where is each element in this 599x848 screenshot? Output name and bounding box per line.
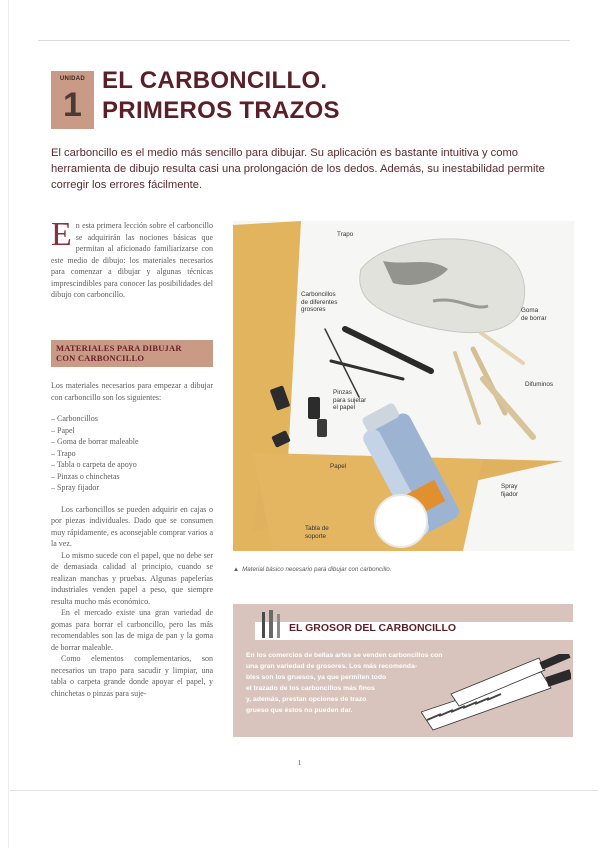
list-item: – Spray fijador xyxy=(51,483,99,492)
intro-column xyxy=(51,216,213,301)
label-carboncillos xyxy=(301,291,337,314)
top-rule xyxy=(38,40,570,41)
label-line: grosores xyxy=(301,306,326,313)
figure-caption xyxy=(233,566,574,573)
caption-triangle-icon: ▲ xyxy=(233,566,240,573)
list-item: – Goma de borrar maleable xyxy=(51,437,139,446)
bottom-rule xyxy=(10,790,598,791)
blending-stump xyxy=(455,353,479,423)
label-line: Spray xyxy=(501,483,518,490)
label-line: soporte xyxy=(305,532,327,540)
charcoal-tip xyxy=(541,654,569,666)
tip-box-text xyxy=(246,650,443,716)
label-goma xyxy=(521,307,547,322)
label-line: Goma xyxy=(521,307,539,314)
materials-intro: Los materiales necesarios para empezar a dibujar con carboncillo son los siguientes: xyxy=(51,381,213,402)
label-line: para sujetar xyxy=(333,396,367,404)
charcoal-bundles-illustration xyxy=(421,654,571,734)
label-line: Tabla de xyxy=(305,525,329,532)
charcoal-tip xyxy=(547,674,571,682)
label-line: de borrar xyxy=(521,314,547,322)
label-trapo: Trapo xyxy=(337,231,354,238)
section-heading-line-1: MATERIALES PARA DIBUJAR xyxy=(56,343,182,353)
unit-label: UNIDAD xyxy=(59,76,86,82)
list-item: – Carboncillos xyxy=(51,414,98,423)
tip-box-title: EL GROSOR DEL CARBONCILLO xyxy=(289,622,457,634)
caption-text: Material básico necesario para dibujar con carboncillo. xyxy=(242,566,392,573)
label-papel: Papel xyxy=(330,463,347,470)
charcoal-stick-thick xyxy=(345,329,431,371)
tape-roll xyxy=(375,495,427,547)
label-spray xyxy=(501,483,518,498)
label-line: el papel xyxy=(333,404,356,411)
section-heading xyxy=(51,340,213,367)
label-line: Carboncillos xyxy=(301,291,336,298)
blending-stump xyxy=(481,333,523,363)
icon-stick xyxy=(262,612,265,638)
paper-clip xyxy=(317,419,327,437)
label-tabla xyxy=(305,525,329,540)
body-paragraph: Como elementos complementarios, son necesarios un trapo para sacudir y limpiar, una tabla o carpeta grande donde apoyar el papel, y chinchetas o pinzas para suje- xyxy=(51,654,213,698)
charcoal-stick-thin xyxy=(325,329,359,397)
page-title xyxy=(102,66,340,126)
intro-paragraph xyxy=(51,216,213,301)
lead-paragraph: El carboncillo es el medio más sencillo para dibujar. Su aplicación es bastante intuitiva y como herramienta de dibujo resulta casi una prolongación de los dedos. Además, su inestabilidad permite corregir los errores fácilmente. xyxy=(51,147,545,191)
icon-stick xyxy=(269,610,273,638)
tip-line: y, además, prestan opciones de trazo xyxy=(246,696,367,703)
unit-number: 1 xyxy=(63,86,82,124)
tip-line: el trazado de los carboncillos más finos xyxy=(246,685,375,692)
list-item: – Tabla o carpeta de apoyo xyxy=(51,460,137,469)
section-heading-line-2: CON CARBONCILLO xyxy=(56,353,145,363)
paper-clip xyxy=(308,397,320,419)
materials-list xyxy=(51,413,213,494)
unit-badge xyxy=(51,71,94,129)
page-edge xyxy=(8,0,9,848)
list-item: – Trapo xyxy=(51,448,76,458)
rag xyxy=(360,239,525,333)
label-pinzas xyxy=(333,389,366,412)
intro-text: n esta primera lección sobre el carboncillo se adquirirán las nociones básicas que permitan al aficionado familiarizarse con este medio de dibujo: los materiales necesarios para comenzar a dibujar y algunas técnicas imprescindibles para conocer las posibilidades del dibujo con carboncillo. xyxy=(51,221,213,299)
tip-line: grueso que éstos no pueden dar. xyxy=(246,707,353,714)
icon-stick xyxy=(277,614,280,638)
label-difuminos: Difuminos xyxy=(525,381,553,388)
label-line: de diferentes xyxy=(301,298,338,306)
tip-line: bles son los gruesos, ya que permiten todo xyxy=(246,674,387,681)
materials-column xyxy=(51,380,213,699)
materials-illustration xyxy=(233,221,574,551)
list-item: – Papel xyxy=(51,425,75,435)
body-paragraph: Los carboncillos se pueden adquirir en cajas o por piezas individuales. Dado que se consumen muy rápidamente, es aconsejable comprar varios a la vez. xyxy=(51,504,213,548)
body-paragraph: Lo mismo sucede con el papel, que no debe ser de demasiada calidad al principio, cuando se realizan manchas y pruebas. Algunas papelerías industriales venden papel a peso, que siempre resulta mucho más económico. xyxy=(51,550,213,606)
tip-line: una gran variedad de grosores. Los más recomenda- xyxy=(246,663,418,670)
materials-photo xyxy=(233,221,574,551)
body-paragraph: En el mercado existe una gran variedad de gomas para borrar el carboncillo, pero las más recomendables son las de miga de pan y la goma de borrar maleable. xyxy=(51,608,213,652)
drop-cap: E xyxy=(51,216,72,253)
charcoal-sticks-icon xyxy=(259,610,289,638)
label-line: fijador xyxy=(501,490,519,498)
tip-line: En los comercios de bellas artes se venden carboncillos con xyxy=(246,652,443,659)
page-number: 1 xyxy=(297,759,302,767)
label-line: Pinzas xyxy=(333,389,352,396)
title-line-1: EL CARBONCILLO. xyxy=(102,67,328,94)
title-line-2: PRIMEROS TRAZOS xyxy=(102,97,340,124)
list-item: – Pinzas o chinchetas xyxy=(51,471,120,481)
